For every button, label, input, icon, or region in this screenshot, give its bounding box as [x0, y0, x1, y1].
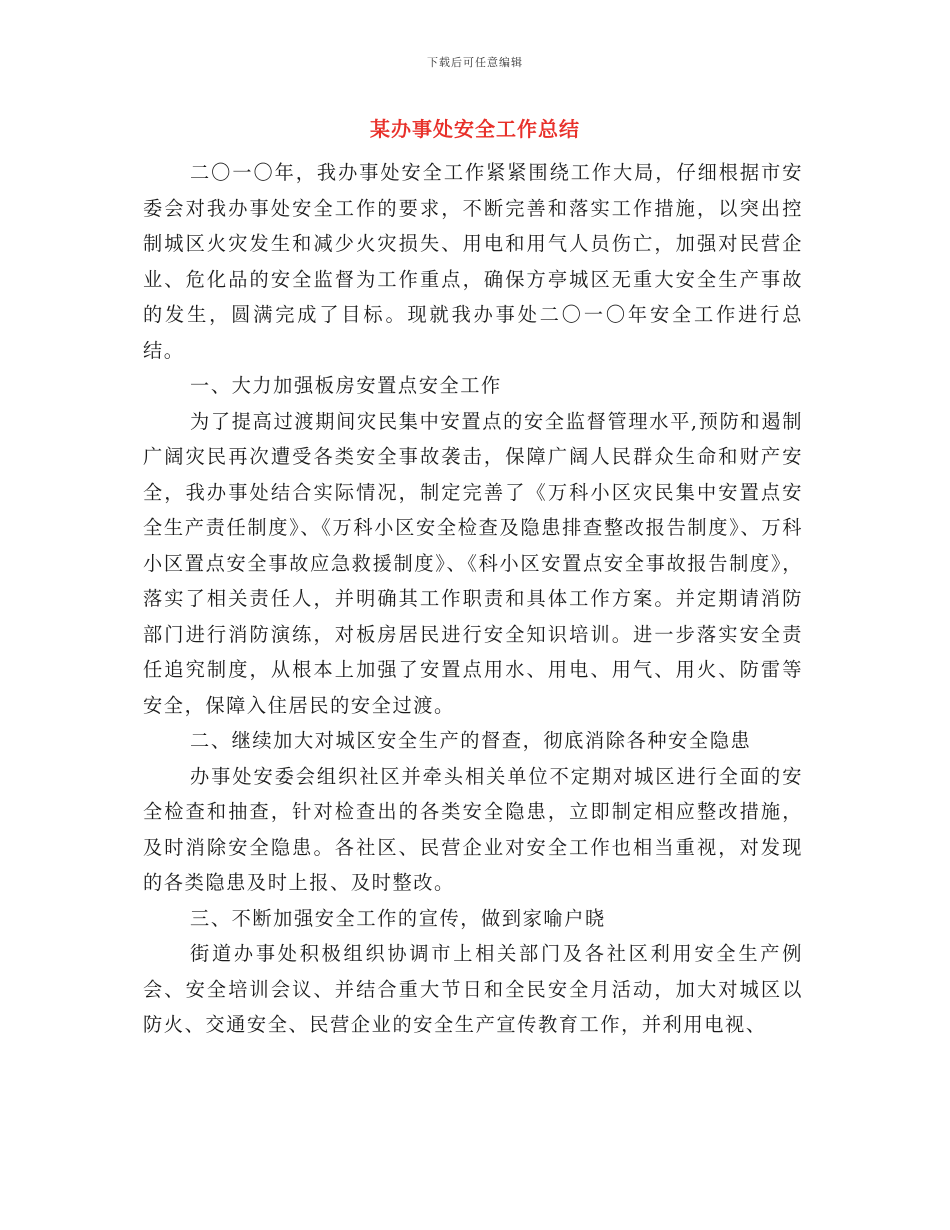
header-note: 下载后可任意编辑 — [427, 56, 523, 69]
document-title: 某办事处安全工作总结 — [370, 117, 580, 141]
section-heading-2: 二、继续加大对城区安全生产的督查，彻底消除各种安全隐患 — [190, 729, 752, 752]
section-heading-1: 一、大力加强板房安置点安全工作 — [190, 374, 502, 397]
paragraph-section-2: 办事处安委会组织社区并牵头相关单位不定期对城区进行全面的安全检查和抽查，针对检查出的各类安全隐患，立即制定相应整改措施，及时消除安全隐患。各社区、民营企业对安全工作也相当重视，对发现的各类隐患及时上报、及时整改。 — [143, 764, 803, 894]
paragraph-intro: 二〇一〇年，我办事处安全工作紧紧围绕工作大局，仔细根据市安委会对我办事处安全工作的要求，不断完善和落实工作措施，以突出控制城区火灾发生和减少火灾损失、用电和用气人员伤亡，加强对民营企业、危化品的安全监督为工作重点，确保方亭城区无重大安全生产事故的发生，圆满完成了目标。现就我办事处二〇一〇年安全工作进行总结。 — [143, 161, 803, 362]
paragraph-section-3: 街道办事处积极组织协调市上相关部门及各社区利用安全生产例会、安全培训会议、并结合重大节日和全民安全月活动，加大对城区以防火、交通安全、民营企业的安全生产宣传教育工作，并利用电视、 — [143, 942, 803, 1036]
document-body — [143, 155, 803, 1043]
section-heading-3: 三、不断加强安全工作的宣传，做到家喻户晓 — [190, 906, 606, 930]
paragraph-section-1: 为了提高过渡期间灾民集中安置点的安全监督管理水平,预防和遏制广阔灾民再次遭受各类安全事故袭击，保障广阔人民群众生命和财产安全，我办事处结合实际情况，制定完善了《万科小区灾民集中安置点安全生产责任制度》、《万科小区安全检查及隐患排查整改报告制度》、万科小区置点安全事故应急救援制度》、《科小区安置点安全事故报告制度》，落实了相关责任人，并明确其工作职责和具体工作方案。并定期请消防部门进行消防演练，对板房居民进行安全知识培训。进一步落实安全责任追究制度，从根本上加强了安置点用水、用电、用气、用火、防雷等安全，保障入住居民的安全过渡。 — [143, 409, 803, 717]
